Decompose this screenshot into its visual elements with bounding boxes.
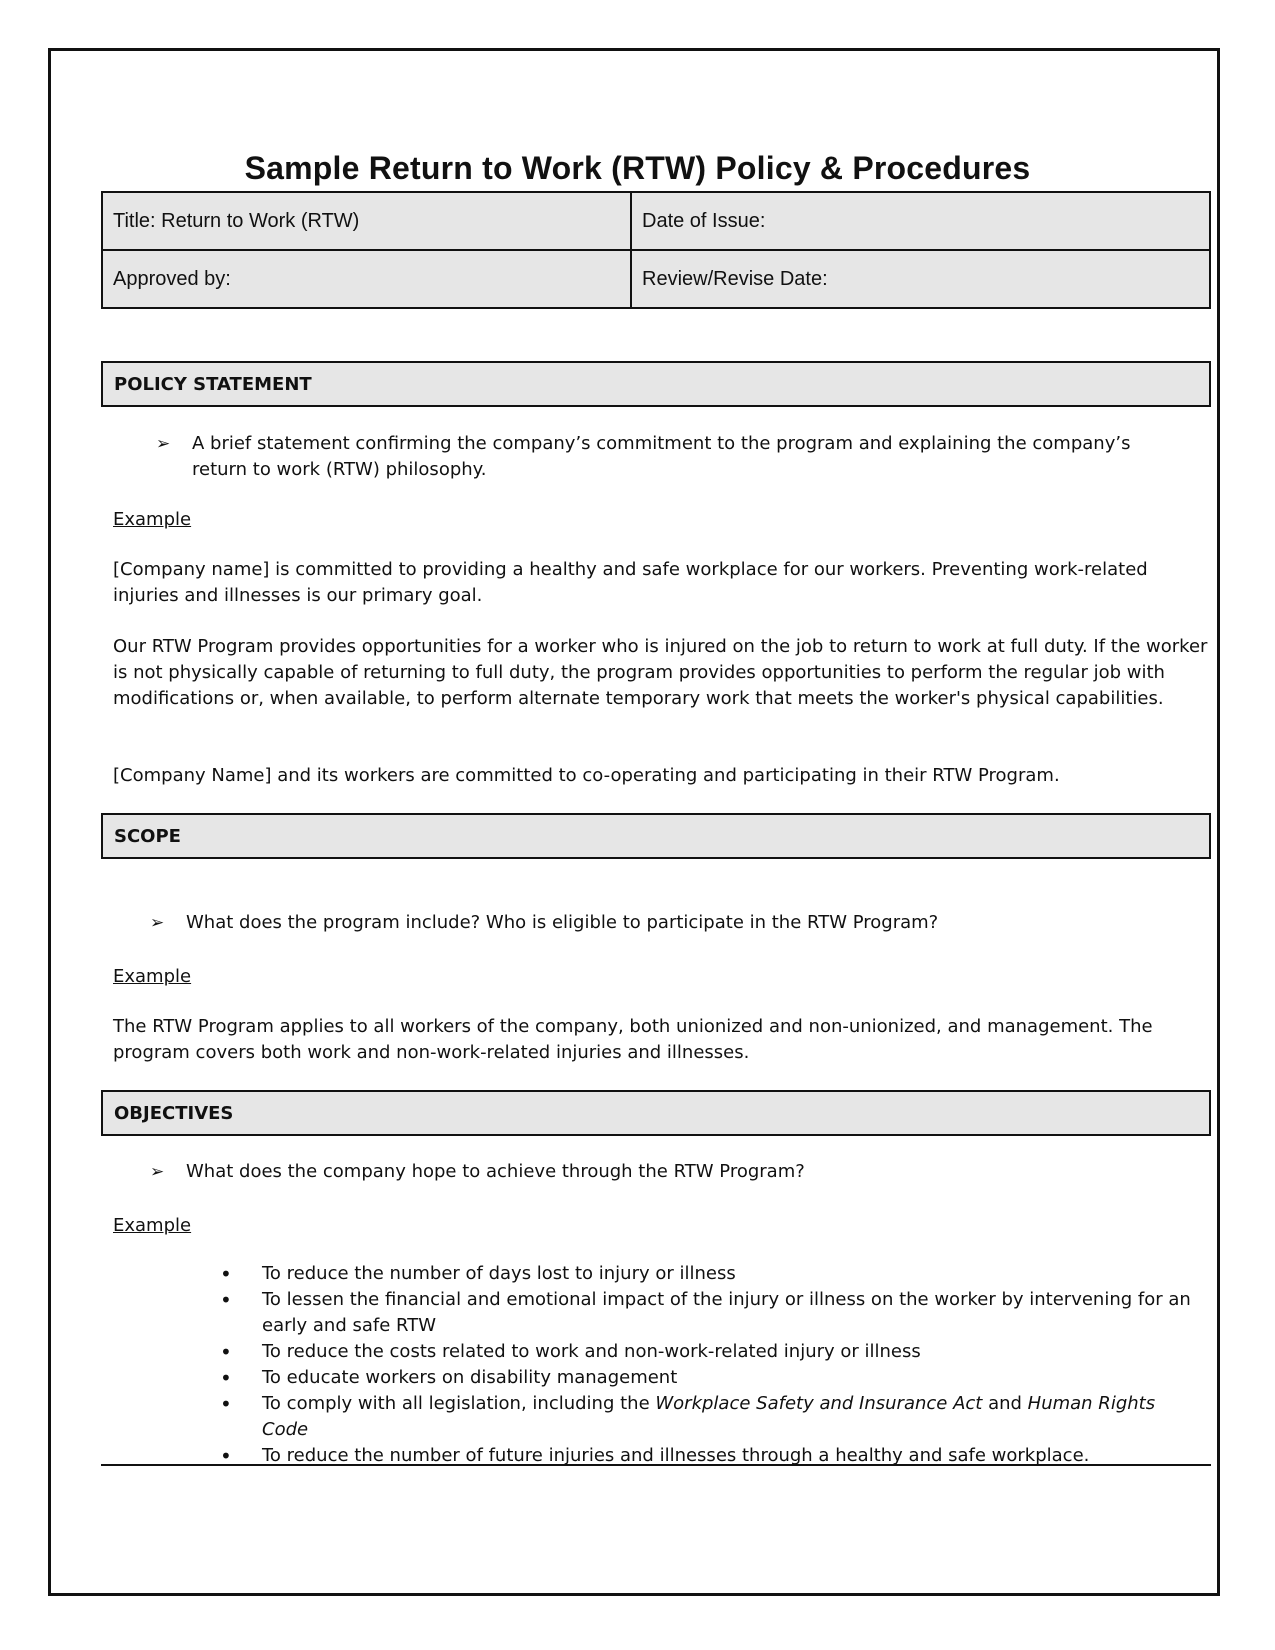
document-title: Sample Return to Work (RTW) Policy & Procedures: [244, 150, 1031, 186]
objectives-list: [220, 1261, 1205, 1469]
review-revise-date-cell: Review/Revise Date:: [631, 250, 1210, 308]
document-info-table: [101, 191, 1211, 309]
bullet-dot-icon: •: [220, 1366, 232, 1390]
objectives-prompt-item: [150, 1159, 1190, 1185]
policy-paragraph-3: [Company Name] and its workers are committed to co-operating and participating in their RTW Program.: [113, 765, 1060, 786]
arrow-bullet-icon: ➢: [150, 1162, 165, 1182]
bullet-dot-icon: •: [220, 1288, 232, 1312]
scope-heading: SCOPE: [101, 813, 1211, 859]
legislation-act-name: Workplace Safety and Insurance Act: [655, 1393, 983, 1414]
objective-item-legislation: [220, 1391, 1205, 1443]
info-row-1: [102, 192, 1210, 250]
objectives-heading: OBJECTIVES: [101, 1090, 1211, 1136]
title-cell: Title: Return to Work (RTW): [102, 192, 631, 250]
bullet-dot-icon: •: [220, 1444, 232, 1468]
bullet-dot-icon: •: [220, 1340, 232, 1364]
policy-paragraph-1: [Company name] is committed to providing a healthy and safe workplace for our workers. Preventing work-related injuries and illnesses is our primary goal.: [113, 559, 1148, 606]
arrow-bullet-icon: ➢: [156, 434, 171, 454]
policy-prompt-item: [156, 431, 1176, 483]
policy-prompt-text: A brief statement confirming the company’s commitment to the program and explaining the company’s return to work (RTW) philosophy.: [192, 433, 1131, 480]
scope-example-label: Example: [113, 966, 192, 987]
scope-prompt-item: [150, 910, 1190, 936]
bullet-dot-icon: •: [220, 1262, 232, 1286]
section-divider: [101, 1464, 1211, 1466]
objectives-example-label: Example: [113, 1215, 192, 1236]
policy-paragraph-2: Our RTW Program provides opportunities for a worker who is injured on the job to return to work at full duty. If the worker is not physically capable of returning to full duty, the program provides opportunities to perform the regular job with modifications or, when available, to perform alternate temporary work that meets the worker's physical capabilities.: [113, 636, 1208, 709]
scope-paragraph: The RTW Program applies to all workers of the company, both unionized and non-unionized, and management. The program covers both work and non-work-related injuries and illnesses.: [113, 1016, 1153, 1063]
arrow-bullet-icon: ➢: [150, 913, 165, 933]
objective-item-text: To reduce the number of future injuries and illnesses through a healthy and safe workplace.: [262, 1445, 1090, 1466]
legislation-text-middle: and: [982, 1393, 1028, 1414]
date-of-issue-cell: Date of Issue:: [631, 192, 1210, 250]
objective-item: [220, 1261, 1205, 1287]
legislation-code-name: Human Rights Code: [262, 1393, 1156, 1440]
scope-prompt-text: What does the program include? Who is eligible to participate in the RTW Program?: [186, 912, 939, 933]
objective-item: [220, 1365, 1205, 1391]
objective-item-text: To lessen the financial and emotional impact of the injury or illness on the worker by intervening for an early and safe RTW: [262, 1289, 1191, 1336]
bullet-dot-icon: •: [220, 1392, 232, 1416]
info-row-2: [102, 250, 1210, 308]
objective-item: [220, 1287, 1205, 1339]
objective-item-text: To reduce the number of days lost to injury or illness: [262, 1263, 736, 1284]
objective-item-text: To educate workers on disability management: [262, 1367, 678, 1388]
objective-item-text: To reduce the costs related to work and non-work-related injury or illness: [262, 1341, 921, 1362]
approved-by-cell: Approved by:: [102, 250, 631, 308]
objectives-prompt-text: What does the company hope to achieve through the RTW Program?: [186, 1161, 805, 1182]
objective-item: [220, 1339, 1205, 1365]
policy-example-label: Example: [113, 509, 192, 530]
legislation-text-before: To comply with all legislation, including the: [262, 1393, 656, 1414]
objective-item-text: [262, 1391, 1205, 1443]
policy-statement-heading: POLICY STATEMENT: [101, 361, 1211, 407]
